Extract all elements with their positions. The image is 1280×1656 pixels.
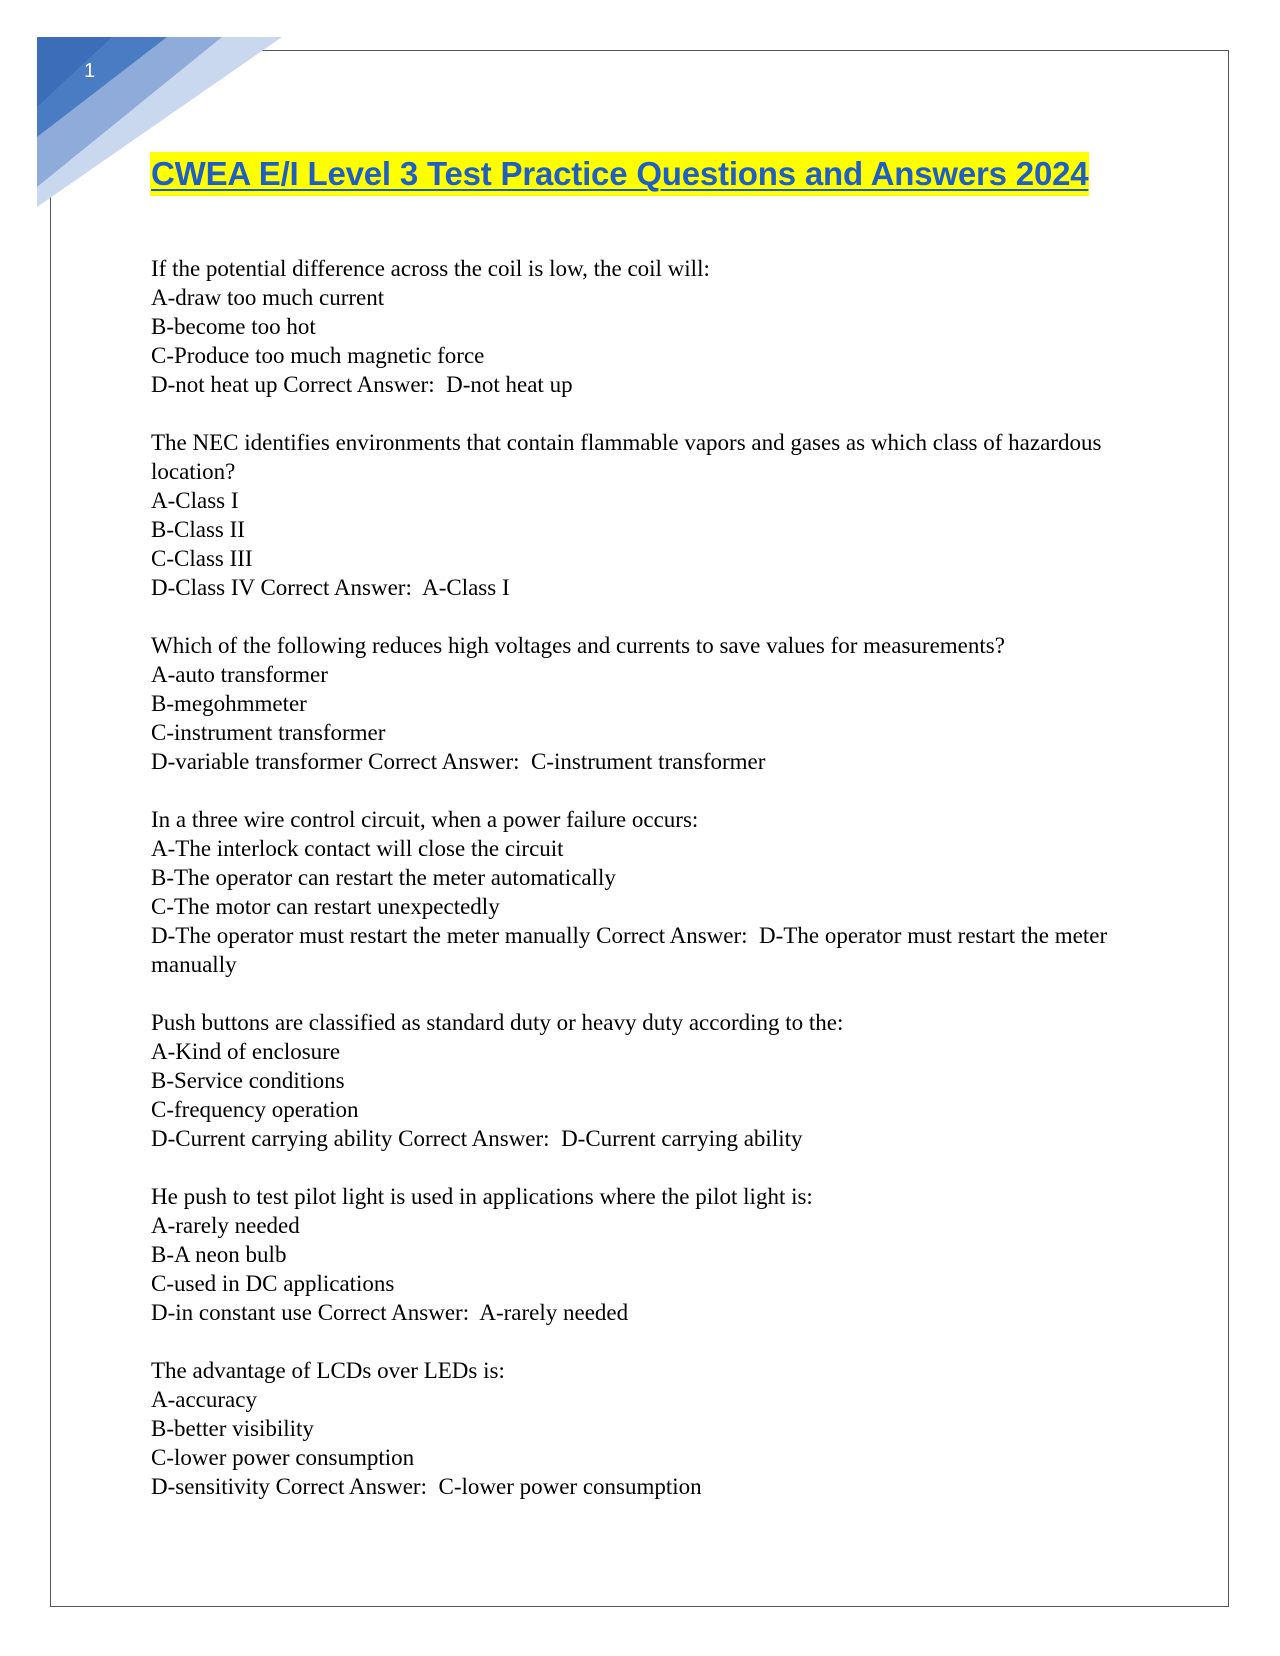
answer-label: Correct Answer: [317, 1300, 470, 1325]
correct-answer: D-The operator must restart the meter manually [151, 923, 1108, 977]
question-text: If the potential difference across the coil is low, the coil will: [151, 256, 710, 281]
answer-label: Correct Answer: [260, 575, 412, 600]
option-d: D-variable transformer [151, 749, 363, 774]
answer-label: Correct Answer: [368, 749, 520, 774]
option-d: D-Current carrying ability [151, 1126, 393, 1151]
option-b: B-Class II [151, 517, 245, 542]
option-a: A-Class I [151, 488, 239, 513]
option-c: C-lower power consumption [151, 1445, 415, 1470]
option-c: C-frequency operation [151, 1097, 359, 1122]
option-b: B-Service conditions [151, 1068, 345, 1093]
title-wrap [150, 152, 1089, 196]
option-d: D-Class IV [151, 575, 255, 600]
question-block [151, 254, 1111, 399]
option-b: B-better visibility [151, 1416, 314, 1441]
option-c: C-The motor can restart unexpectedly [151, 894, 500, 919]
question-text: Push buttons are classified as standard duty or heavy duty according to the: [151, 1010, 844, 1035]
option-c: C-Class III [151, 546, 253, 571]
question-text: Which of the following reduces high voltages and currents to save values for measurements? [151, 633, 1005, 658]
option-c: C-instrument transformer [151, 720, 386, 745]
option-d-answer-line [151, 747, 1111, 776]
answer-label: Correct Answer: [275, 1474, 427, 1499]
question-text: The advantage of LCDs over LEDs is: [151, 1358, 505, 1383]
question-block [151, 1182, 1111, 1327]
question-list [151, 254, 1111, 1530]
answer-label: Correct Answer: [596, 923, 748, 948]
option-b: B-The operator can restart the meter automatically [151, 865, 616, 890]
option-a: A-The interlock contact will close the circuit [151, 836, 564, 861]
answer-label: Correct Answer: [283, 372, 435, 397]
correct-answer: C-lower power consumption [438, 1474, 702, 1499]
option-a: A-draw too much current [151, 285, 385, 310]
option-a: A-rarely needed [151, 1213, 300, 1238]
question-block [151, 805, 1111, 979]
option-c: C-Produce too much magnetic force [151, 343, 485, 368]
document-title: CWEA E/I Level 3 Test Practice Questions and Answers 2024 [150, 152, 1089, 196]
option-d-answer-line [151, 1472, 1111, 1501]
option-a: A-auto transformer [151, 662, 328, 687]
option-d: D-not heat up [151, 372, 278, 397]
question-block [151, 1356, 1111, 1501]
question-text: The NEC identifies environments that contain flammable vapors and gases as which class of hazardous location? [151, 430, 1102, 484]
correct-answer: D-not heat up [446, 372, 573, 397]
correct-answer: D-Current carrying ability [561, 1126, 803, 1151]
option-b: B-become too hot [151, 314, 316, 339]
page-number: 1 [84, 60, 96, 82]
option-a: A-accuracy [151, 1387, 257, 1412]
correct-answer: A-Class I [422, 575, 510, 600]
answer-label: Correct Answer: [398, 1126, 550, 1151]
option-d-answer-line [151, 370, 1111, 399]
question-text: In a three wire control circuit, when a power failure occurs: [151, 807, 699, 832]
option-d-answer-line [151, 921, 1111, 979]
correct-answer: A-rarely needed [479, 1300, 629, 1325]
question-text: He push to test pilot light is used in applications where the pilot light is: [151, 1184, 813, 1209]
option-d: D-in constant use [151, 1300, 312, 1325]
option-d-answer-line [151, 1124, 1111, 1153]
option-d-answer-line [151, 1298, 1111, 1327]
question-block [151, 631, 1111, 776]
question-block [151, 1008, 1111, 1153]
question-block [151, 428, 1111, 602]
option-d: D-sensitivity [151, 1474, 270, 1499]
option-b: B-A neon bulb [151, 1242, 287, 1267]
option-a: A-Kind of enclosure [151, 1039, 341, 1064]
option-c: C-used in DC applications [151, 1271, 395, 1296]
option-d-answer-line [151, 573, 1111, 602]
option-d: D-The operator must restart the meter manually [151, 923, 591, 948]
option-b: B-megohmmeter [151, 691, 307, 716]
correct-answer: C-instrument transformer [531, 749, 766, 774]
